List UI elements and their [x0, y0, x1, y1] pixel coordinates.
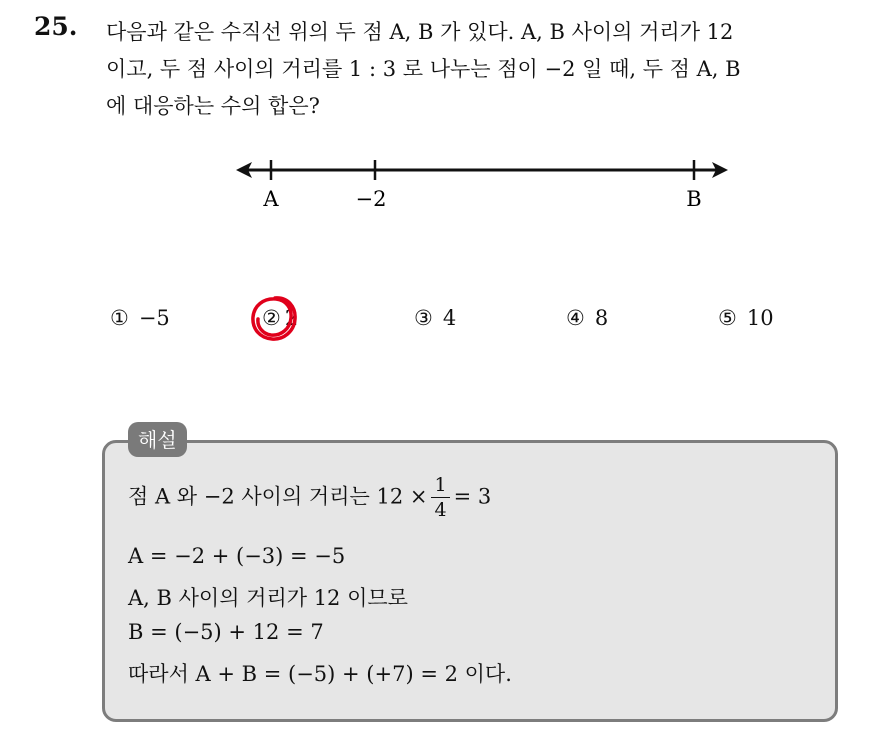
choice-mark: ⑤: [718, 306, 737, 330]
fraction: [431, 476, 449, 520]
choice-value: −5: [138, 306, 170, 330]
choice-mark: ②: [262, 306, 281, 330]
solution-line-1-prefix: 점 A 와 −2 사이의 거리는 12 ×: [128, 484, 428, 509]
solution-line-2: A = −2 + (−3) = −5: [128, 544, 346, 568]
question-line: 에 대응하는 수의 합은?: [106, 94, 320, 118]
choice-3[interactable]: [414, 306, 456, 330]
solution-line-1-suffix: = 3: [453, 484, 492, 509]
number-line-figure: [0, 0, 884, 240]
choice-4[interactable]: [566, 306, 608, 330]
solution-line-1: [128, 476, 491, 520]
label-a: A: [263, 187, 279, 211]
red-circle-stroke: [253, 298, 295, 339]
fraction-numerator: 1: [431, 476, 449, 498]
solution-tag: 해설: [128, 422, 187, 457]
question-line: 다음과 같은 수직선 위의 두 점 A, B 가 있다. A, B 사이의 거리가 12: [106, 20, 734, 44]
choice-mark: ④: [566, 306, 585, 330]
choice-value: 4: [442, 306, 457, 330]
label-minus-two: −2: [355, 187, 387, 211]
choice-5[interactable]: [718, 306, 774, 330]
fraction-denominator: 4: [434, 499, 447, 521]
choice-value: 10: [746, 306, 774, 330]
question-number: 25.: [34, 12, 78, 41]
choice-1[interactable]: [110, 306, 170, 330]
choice-value: 8: [594, 306, 609, 330]
solution-line-3: A, B 사이의 거리가 12 이므로: [128, 586, 408, 610]
choice-mark: ①: [110, 306, 129, 330]
question-line: 이고, 두 점 사이의 거리를 1 : 3 로 나누는 점이 −2 일 때, 두 점 A, B: [106, 57, 741, 81]
label-b: B: [686, 187, 702, 211]
choice-mark: ③: [414, 306, 433, 330]
solution-line-4: B = (−5) + 12 = 7: [128, 620, 324, 644]
answer-circle-mark: [248, 292, 300, 344]
choice-value: 2: [284, 306, 299, 330]
solution-line-5: 따라서 A + B = (−5) + (+7) = 2 이다.: [128, 662, 512, 686]
